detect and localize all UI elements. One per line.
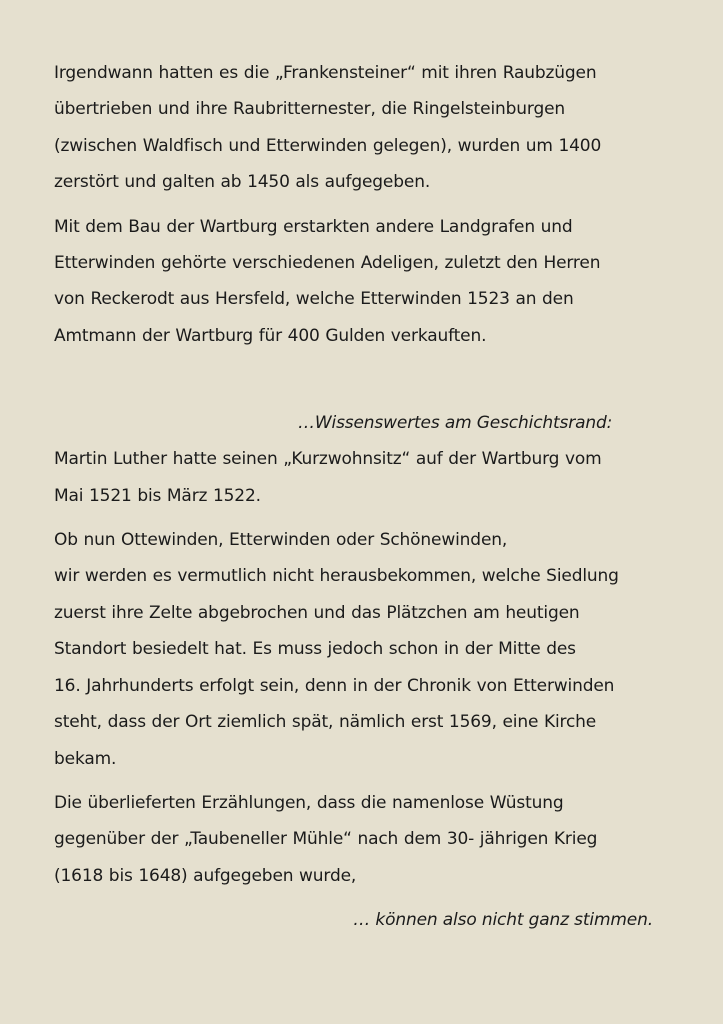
text-line: Mit dem Bau der Wartburg erstarkten andere Landgrafen und [54, 216, 573, 237]
text-line: übertrieben und ihre Raubritternester, die Ringelsteinburgen [54, 99, 566, 120]
text-line: (1618 bis 1648) aufgegeben wurde, [54, 865, 357, 886]
closing-remark: … können also nicht ganz stimmen. [353, 910, 653, 931]
paragraph-ringelsteinburgen [54, 55, 674, 201]
text-line: Etterwinden gehörte verschiedenen Adeligen, zuletzt den Herren [54, 253, 601, 274]
text-line: zuerst ihre Zelte abgebrochen und das Plätzchen am heutigen [54, 602, 580, 623]
text-line: steht, dass der Ort ziemlich spät, nämlich erst 1569, eine Kirche [54, 712, 597, 733]
text-line: Martin Luther hatte seinen „Kurzwohnsitz“ auf der Wartburg vom [54, 449, 602, 470]
text-line: Ob nun Ottewinden, Etterwinden oder Schönewinden, [54, 530, 508, 551]
text-line: von Reckerodt aus Hersfeld, welche Etterwinden 1523 an den [54, 289, 574, 310]
text-line: Irgendwann hatten es die „Frankensteiner“ mit ihren Raubzügen [54, 63, 597, 83]
text-line: Mai 1521 bis März 1522. [54, 485, 261, 506]
document-page [54, 55, 674, 938]
text-line: (zwischen Waldfisch und Etterwinden gelegen), wurden um 1400 [54, 135, 602, 156]
text-line: Standort besiedelt hat. Es muss jedoch schon in der Mitte des [54, 639, 576, 660]
text-line: Die überlieferten Erzählungen, dass die namenlose Wüstung [54, 792, 564, 813]
text-line: 16. Jahrhunderts erfolgt sein, denn in der Chronik von Etterwinden [54, 675, 615, 696]
paragraph-spacer [54, 777, 674, 785]
paragraph-spacer [54, 894, 674, 902]
text-line: Amtmann der Wartburg für 400 Gulden verkauften. [54, 325, 487, 346]
paragraph-luther [54, 441, 674, 514]
paragraph-spacer [54, 514, 674, 522]
text-line: bekam. [54, 748, 117, 769]
aside-heading: …Wissenswertes am Geschichtsrand: [298, 413, 613, 434]
paragraph-siedlung [54, 522, 674, 777]
paragraph-wuestung [54, 785, 674, 894]
text-line: zerstört und galten ab 1450 als aufgegeben. [54, 172, 431, 193]
paragraph-spacer [54, 201, 674, 209]
text-line: wir werden es vermutlich nicht herausbekommen, welche Siedlung [54, 566, 619, 587]
section-spacer [54, 354, 674, 405]
paragraph-wartburg [54, 209, 674, 355]
text-line: gegenüber der „Taubeneller Mühle“ nach dem 30- jährigen Krieg [54, 829, 598, 850]
